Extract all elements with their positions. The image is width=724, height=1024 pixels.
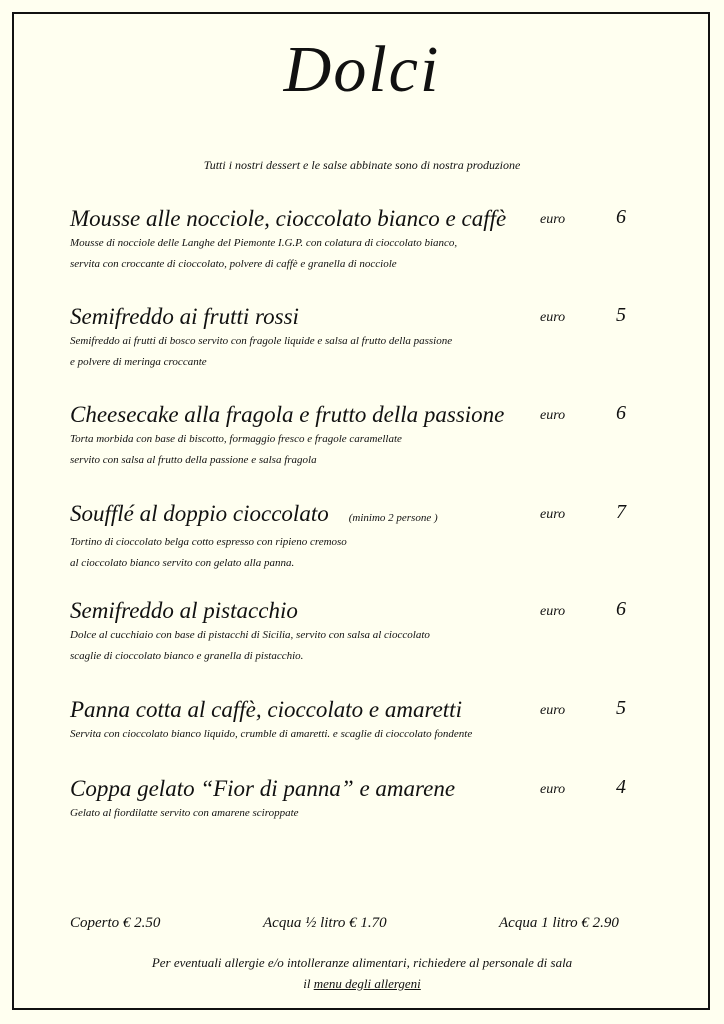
- menu-item: [70, 206, 670, 274]
- item-name-text: Soufflé al doppio cioccolato: [70, 501, 329, 526]
- item-price: 5: [616, 304, 626, 326]
- item-description: al cioccolato bianco servito con gelato alla panna.: [70, 557, 295, 569]
- item-description: Gelato al fiordilatte servito con amarene sciroppate: [70, 807, 299, 819]
- item-name-text: Semifreddo ai frutti rossi: [70, 304, 299, 329]
- currency-label: euro: [540, 310, 566, 325]
- item-name: [70, 697, 670, 723]
- item-name-text: Panna cotta al caffè, cioccolato e amaretti: [70, 697, 462, 722]
- item-price: 6: [616, 598, 626, 620]
- item-name-text: Cheesecake alla fragola e frutto della passione: [70, 402, 505, 427]
- item-description: Tortino di cioccolato belga cotto espresso con ripieno cremoso: [70, 536, 347, 548]
- item-name-text: Mousse alle nocciole, cioccolato bianco e caffè: [70, 206, 507, 231]
- item-description: servito con salsa al frutto della passione e salsa fragola: [70, 454, 317, 466]
- item-name: [70, 776, 670, 802]
- item-description: Torta morbida con base di biscotto, formaggio fresco e fragole caramellate: [70, 433, 402, 445]
- item-name-text: Semifreddo al pistacchio: [70, 598, 298, 623]
- allergy-notice: [0, 952, 724, 994]
- item-price: 6: [616, 206, 626, 228]
- currency-label: euro: [540, 604, 566, 619]
- item-price: 5: [616, 697, 626, 719]
- item-name: [70, 501, 670, 531]
- item-note: (minimo 2 persone ): [348, 512, 438, 524]
- menu-item: [70, 697, 670, 744]
- item-name: [70, 598, 670, 624]
- item-price: 6: [616, 402, 626, 424]
- item-price: 4: [616, 776, 626, 798]
- currency-label: euro: [540, 507, 566, 522]
- item-description: Semifreddo ai frutti di bosco servito con fragole liquide e salsa al frutto della passione: [70, 335, 453, 347]
- item-description: servita con croccante di cioccolato, polvere di caffè e granella di nocciole: [70, 258, 397, 270]
- allergy-prefix: il: [303, 976, 314, 991]
- allergy-text: Per eventuali allergie e/o intolleranze alimentari, richiedere al personale di sala: [151, 955, 573, 970]
- currency-label: euro: [540, 212, 566, 227]
- item-name-text: Coppa gelato “Fior di panna” e amarene: [70, 776, 456, 801]
- item-description: scaglie di cioccolato bianco e granella di pistacchio.: [70, 650, 304, 662]
- menu-item: [70, 402, 670, 470]
- item-name: [70, 402, 670, 428]
- item-description: Servita con cioccolato bianco liquido, crumble di amaretti. e scaglie di cioccolato fondente: [70, 728, 473, 740]
- allergen-menu-link[interactable]: menu degli allergeni: [313, 976, 421, 991]
- item-description: Dolce al cucchiaio con base di pistacchi di Sicilia, servito con salsa al cioccolato: [70, 629, 430, 641]
- currency-label: euro: [540, 408, 566, 423]
- water-one-liter-price: Acqua 1 litro € 2.90: [499, 915, 619, 931]
- item-name: [70, 206, 670, 232]
- currency-label: euro: [540, 703, 566, 718]
- currency-label: euro: [540, 782, 566, 797]
- menu-item: [70, 598, 670, 666]
- item-name: [70, 304, 670, 330]
- item-price: 7: [616, 501, 626, 523]
- menu-item: [70, 304, 670, 372]
- page-title: Dolci: [283, 33, 441, 106]
- item-description: e polvere di meringa croccante: [70, 356, 207, 368]
- coperto-price: Coperto € 2.50: [70, 915, 161, 931]
- subtitle: Tutti i nostri dessert e le salse abbinate sono di nostra produzione: [203, 158, 521, 172]
- menu-item: [70, 501, 670, 573]
- menu-item: [70, 776, 670, 823]
- water-half-liter-price: Acqua ½ litro € 1.70: [263, 915, 387, 931]
- item-description: Mousse di nocciole delle Langhe del Piemonte I.G.P. con colatura di cioccolato bianco,: [70, 237, 458, 249]
